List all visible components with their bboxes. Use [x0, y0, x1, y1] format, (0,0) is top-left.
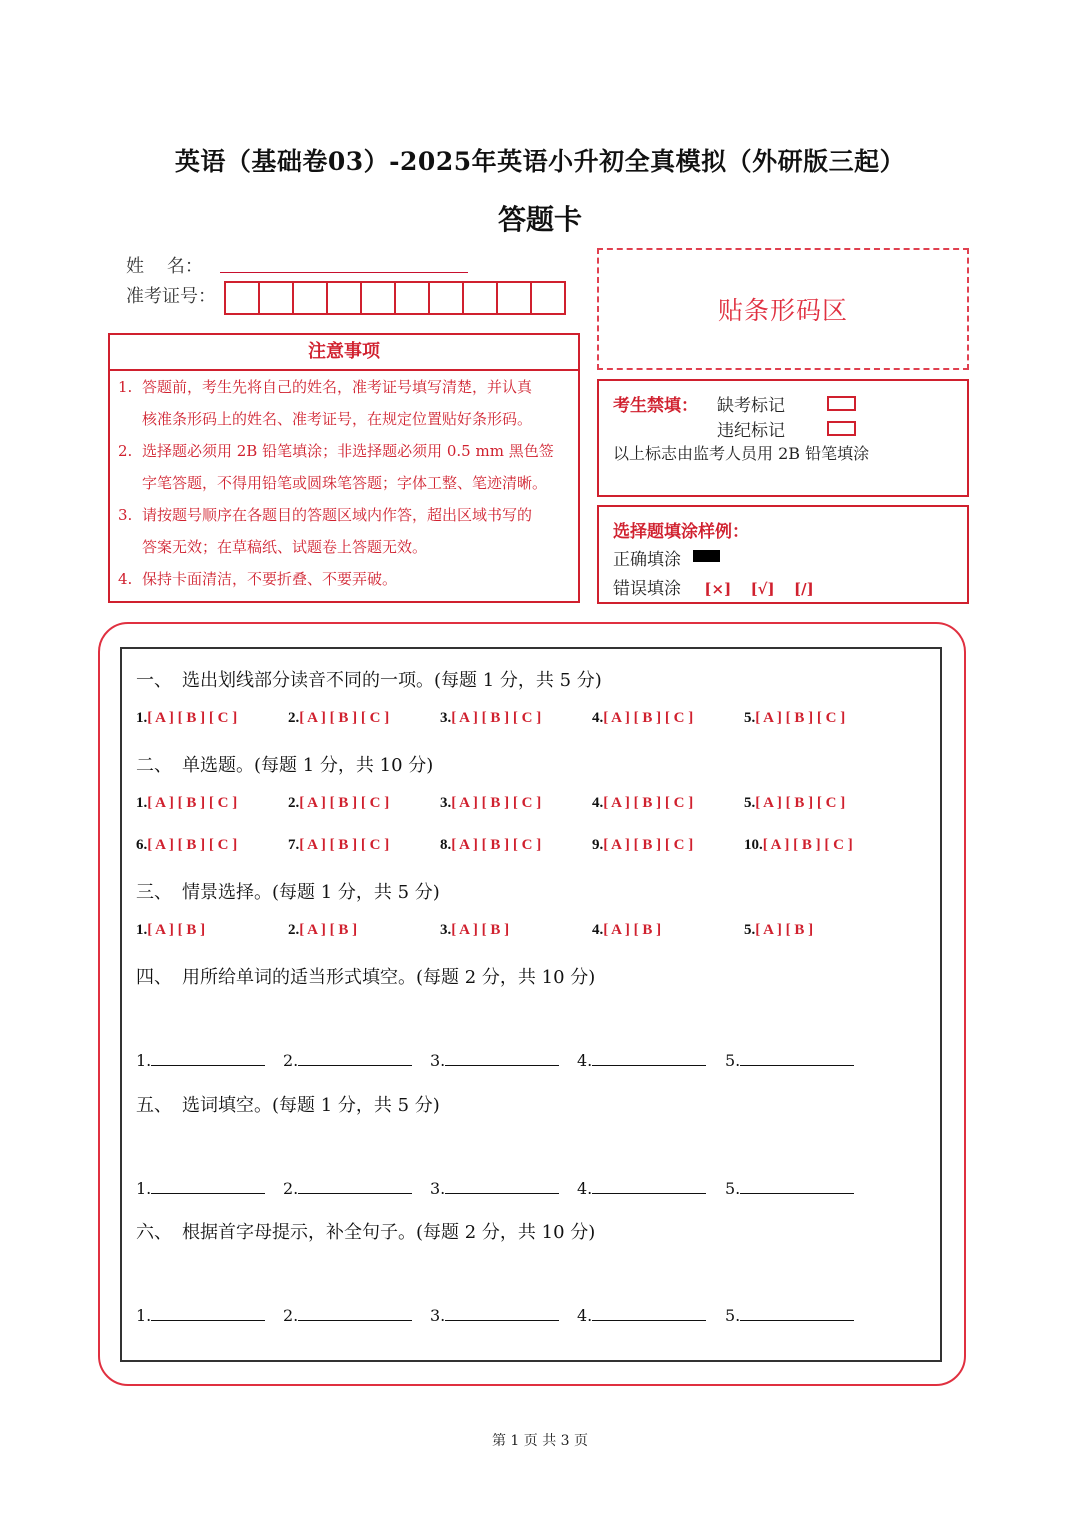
wrong-fill-row — [613, 574, 814, 599]
choice-item[interactable]: 10.[ A ] [ B ] [ C ] — [744, 837, 853, 853]
wrong-fill-label: 错误填涂 — [613, 579, 681, 599]
section-1-title: 一、 选出划线部分读音不同的一项。(每题 1 分，共 5 分) — [136, 670, 602, 691]
blank-field[interactable]: 2. — [283, 1049, 412, 1070]
answer-sheet-title: 答题卡 — [497, 203, 582, 236]
notice-item: 1. 答题前，考生先将自己的姓名，准考证号填写清楚，并认真 核准条形码上的姓名、准考证号，在规定位置贴好条形码。 — [118, 378, 533, 428]
sample-title: 选择题填涂样例： — [613, 522, 749, 542]
id-digit-box[interactable] — [362, 283, 396, 313]
blank-field[interactable]: 4. — [577, 1177, 706, 1198]
choice-item[interactable]: 6.[ A ] [ B ] [ C ] — [136, 837, 238, 853]
section-6-title: 六、 根据首字母提示，补全句子。(每题 2 分，共 10 分) — [136, 1222, 596, 1243]
fill-sample-box — [597, 505, 969, 604]
blank-field[interactable]: 4. — [577, 1304, 706, 1325]
choice-item[interactable]: 3.[ A ] [ B ] [ C ] — [440, 710, 542, 726]
choice-item[interactable]: 1.[ A ] [ B ] [ C ] — [136, 710, 238, 726]
blank-field[interactable]: 2. — [283, 1304, 412, 1325]
barcode-label: 贴条形码区 — [717, 296, 848, 325]
choice-item[interactable]: 5.[ A ] [ B ] [ C ] — [744, 710, 846, 726]
name-label: 姓 名： — [126, 256, 203, 277]
notice-title: 注意事项 — [110, 335, 578, 371]
notice-item: 2. 选择题必须用 2B 铅笔填涂；非选择题必须用 0.5 mm 黑色签 字笔答题，不得用铅笔或圆珠笔答题；字体工整、笔迹清晰。 — [118, 442, 554, 492]
blank-field[interactable]: 1. — [136, 1177, 265, 1198]
id-digit-box[interactable] — [396, 283, 430, 313]
id-digit-box[interactable] — [464, 283, 498, 313]
exam-id-label: 准考证号： — [126, 286, 216, 307]
violation-mark-label: 违纪标记 — [717, 421, 785, 441]
name-field[interactable] — [220, 272, 468, 273]
id-digit-box[interactable] — [532, 283, 564, 313]
notice-item: 4. 保持卡面清洁，不要折叠、不要弄破。 — [118, 570, 398, 588]
correct-fill-label: 正确填涂 — [613, 550, 681, 570]
choice-item[interactable]: 5.[ A ] [ B ] — [744, 922, 814, 938]
section-5-title: 五、 选词填空。(每题 1 分，共 5 分) — [136, 1095, 440, 1116]
wrong-mark-x: [×] — [704, 580, 732, 598]
choice-item[interactable]: 4.[ A ] [ B ] [ C ] — [592, 795, 694, 811]
id-digit-box[interactable] — [226, 283, 260, 313]
barcode-area — [597, 248, 969, 370]
violation-mark-box[interactable] — [827, 421, 856, 436]
section-3-title: 三、 情景选择。(每题 1 分，共 5 分) — [136, 882, 440, 903]
absent-mark-box[interactable] — [827, 396, 856, 411]
blank-field[interactable]: 2. — [283, 1177, 412, 1198]
choice-item[interactable]: 4.[ A ] [ B ] [ C ] — [592, 710, 694, 726]
id-digit-box[interactable] — [328, 283, 362, 313]
wrong-mark-slash: [/] — [794, 580, 814, 598]
wrong-mark-check: [√] — [750, 580, 775, 598]
exam-id-boxes[interactable] — [224, 281, 566, 315]
blank-field[interactable]: 3. — [430, 1304, 559, 1325]
blank-field[interactable]: 1. — [136, 1304, 265, 1325]
forbid-label: 考生禁填： — [613, 396, 698, 416]
choice-item[interactable]: 1.[ A ] [ B ] — [136, 922, 206, 938]
choice-item[interactable]: 7.[ A ] [ B ] [ C ] — [288, 837, 390, 853]
blank-field[interactable]: 1. — [136, 1049, 265, 1070]
id-digit-box[interactable] — [294, 283, 328, 313]
choice-item[interactable]: 2.[ A ] [ B ] [ C ] — [288, 710, 390, 726]
choice-item[interactable]: 5.[ A ] [ B ] [ C ] — [744, 795, 846, 811]
blank-field[interactable]: 5. — [725, 1304, 854, 1325]
section-2-title: 二、 单选题。(每题 1 分，共 10 分) — [136, 755, 434, 776]
examinee-forbidden-box — [597, 379, 969, 497]
blank-field[interactable]: 3. — [430, 1177, 559, 1198]
absent-mark-label: 缺考标记 — [717, 396, 785, 416]
choice-item[interactable]: 8.[ A ] [ B ] [ C ] — [440, 837, 542, 853]
choice-item[interactable]: 3.[ A ] [ B ] — [440, 922, 510, 938]
choice-item[interactable]: 2.[ A ] [ B ] [ C ] — [288, 795, 390, 811]
exam-title: 英语（基础卷03）-2025年英语小升初全真模拟（外研版三起） — [174, 147, 906, 176]
blank-field[interactable]: 5. — [725, 1177, 854, 1198]
correct-fill-mark — [693, 550, 720, 562]
choice-item[interactable]: 3.[ A ] [ B ] [ C ] — [440, 795, 542, 811]
choice-item[interactable]: 2.[ A ] [ B ] — [288, 922, 358, 938]
blank-field[interactable]: 4. — [577, 1049, 706, 1070]
notice-box — [108, 333, 580, 603]
choice-item[interactable]: 9.[ A ] [ B ] [ C ] — [592, 837, 694, 853]
blank-field[interactable]: 3. — [430, 1049, 559, 1070]
forbid-note: 以上标志由监考人员用 2B 铅笔填涂 — [613, 444, 870, 463]
id-digit-box[interactable] — [498, 283, 532, 313]
choice-item[interactable]: 4.[ A ] [ B ] — [592, 922, 662, 938]
page-number: 第 1 页 共 3 页 — [491, 1433, 589, 1449]
choice-item[interactable]: 1.[ A ] [ B ] [ C ] — [136, 795, 238, 811]
id-digit-box[interactable] — [260, 283, 294, 313]
blank-field[interactable]: 5. — [725, 1049, 854, 1070]
section-4-title: 四、 用所给单词的适当形式填空。(每题 2 分，共 10 分) — [136, 967, 596, 988]
id-digit-box[interactable] — [430, 283, 464, 313]
notice-item: 3. 请按题号顺序在各题目的答题区域内作答，超出区域书写的 答案无效；在草稿纸、试题卷上答题无效。 — [118, 506, 533, 556]
